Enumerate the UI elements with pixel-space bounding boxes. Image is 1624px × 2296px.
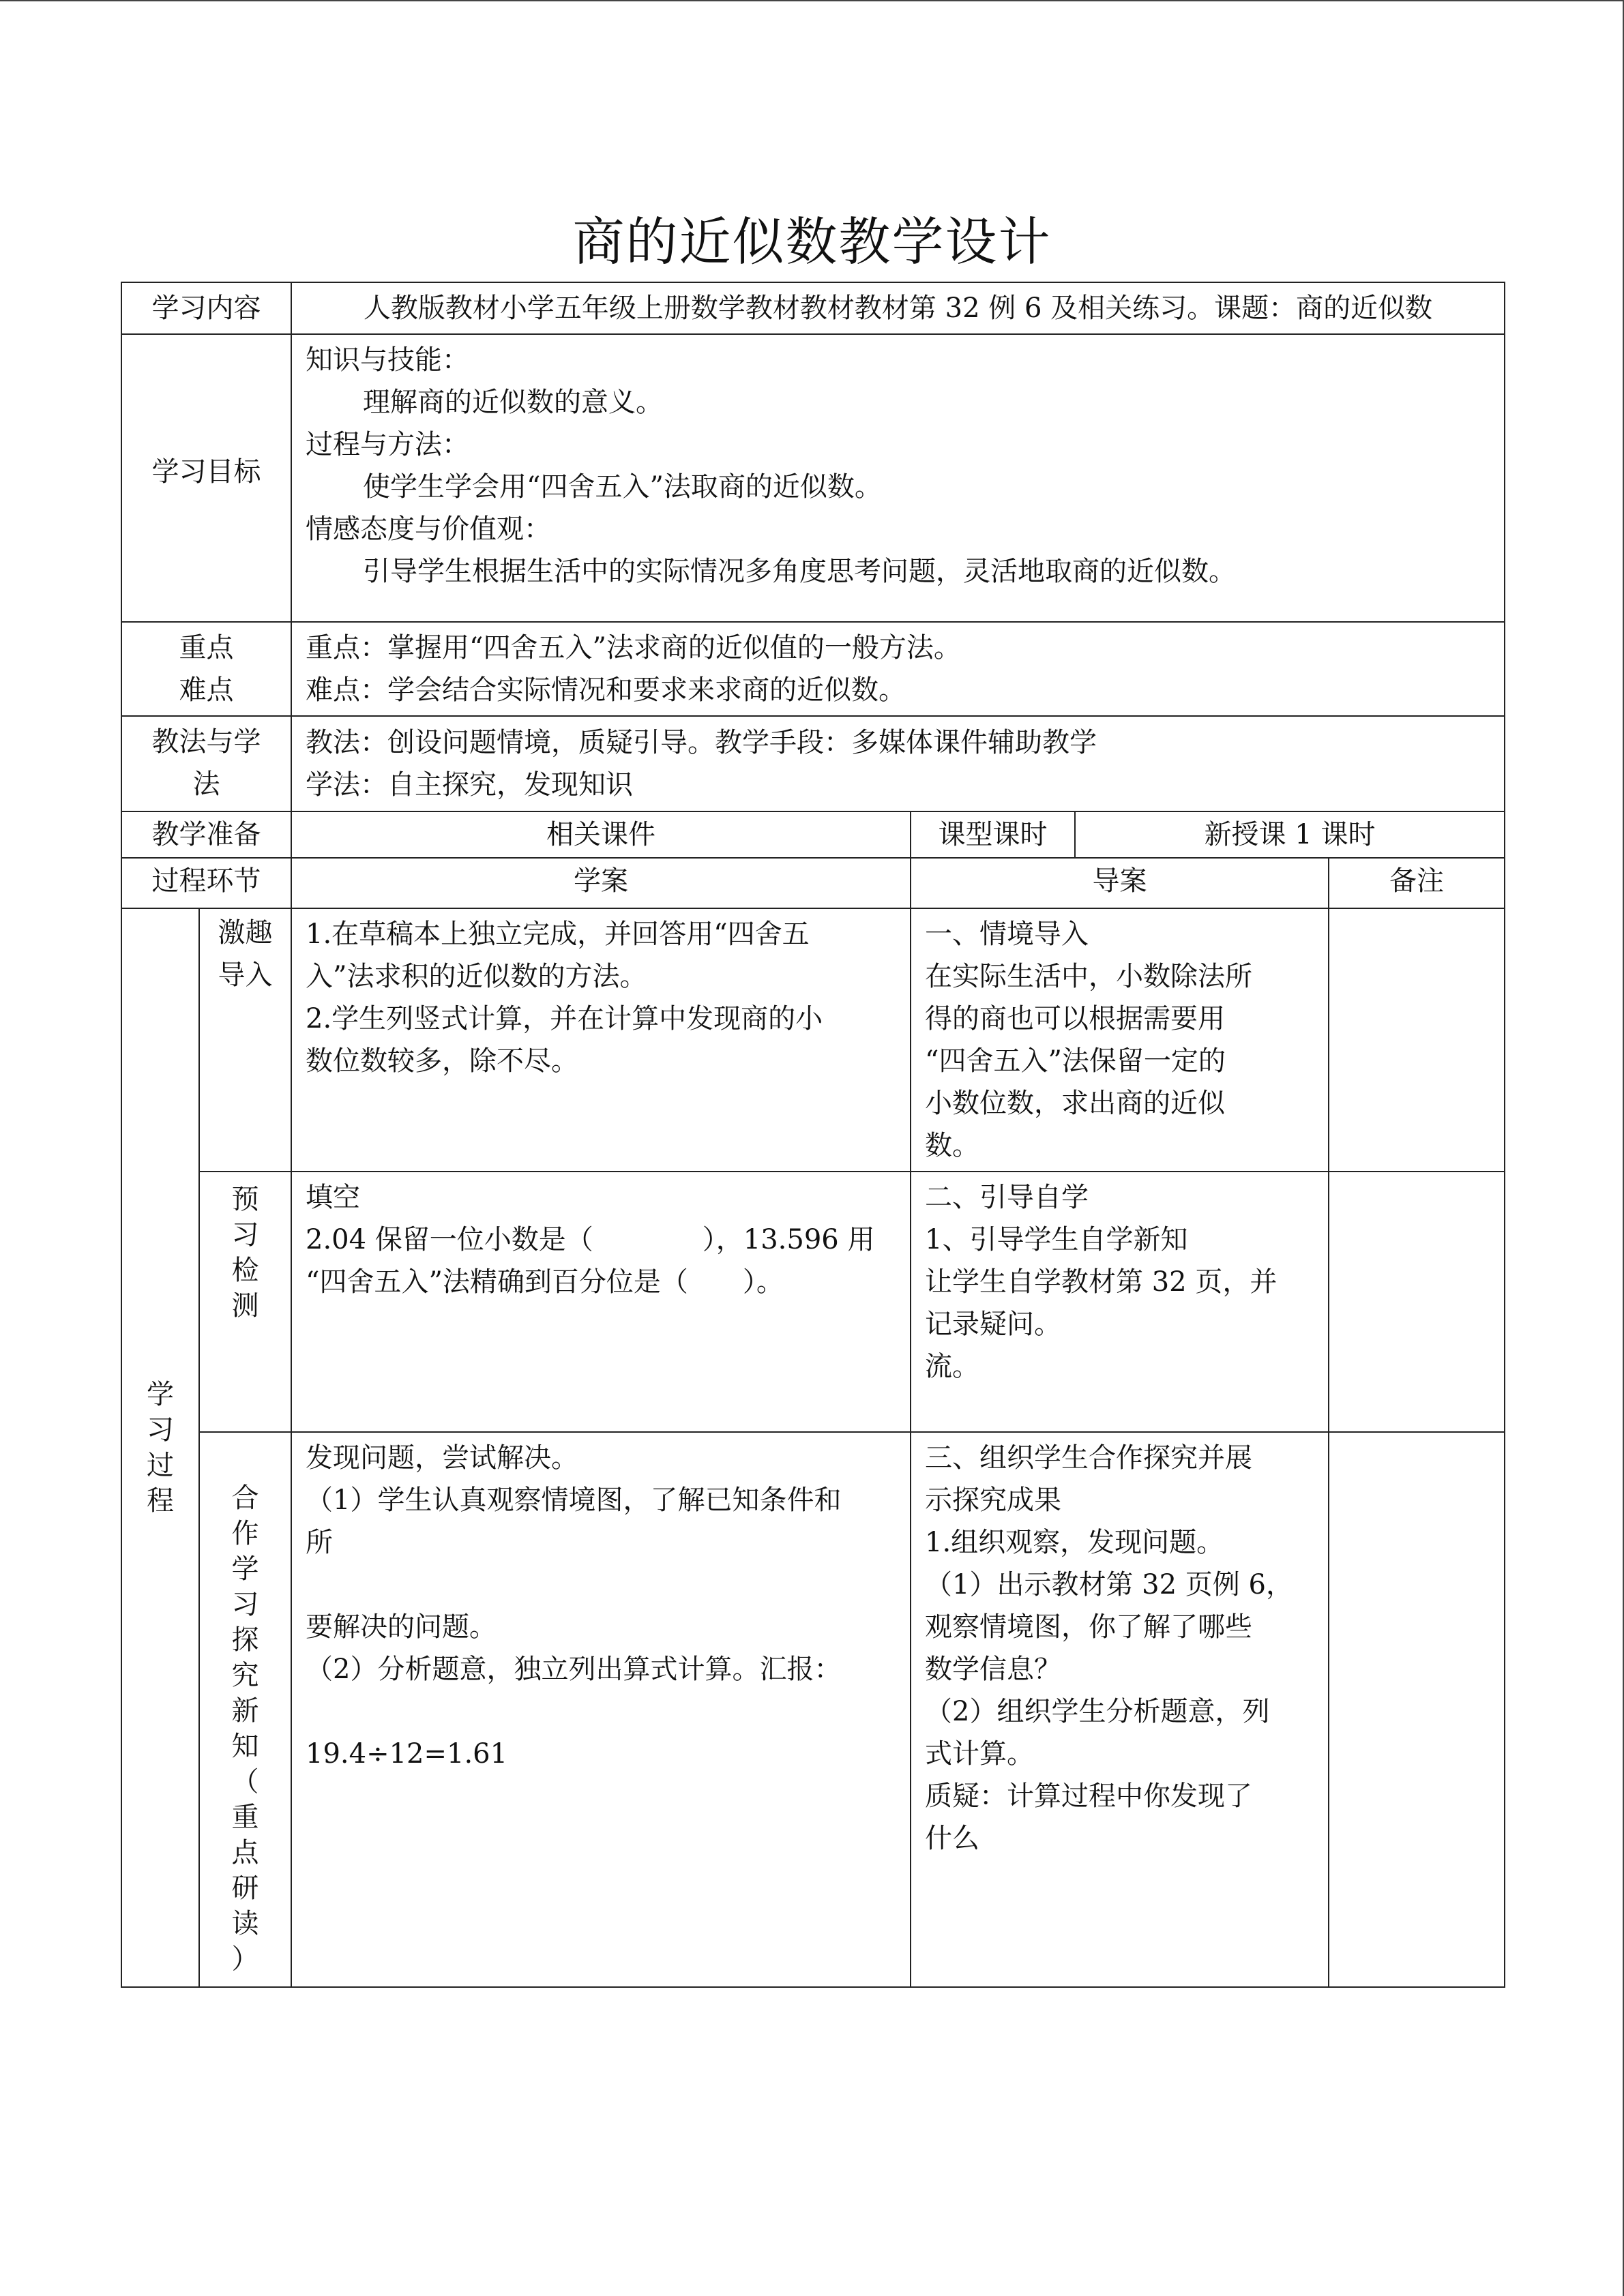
row-stage-explore — [121, 1432, 1505, 1987]
content-label: 学习内容 — [121, 282, 291, 334]
explore-label-char: 合 — [231, 1482, 259, 1514]
explore-label-char: 习 — [231, 1589, 259, 1620]
preview-label-char: 习 — [231, 1219, 259, 1251]
guide-line: 质疑：计算过程中你发现了 — [925, 1780, 1252, 1812]
prep-label: 教学准备 — [121, 811, 291, 858]
study-line: “四舍五入”法精确到百分位是（ ）。 — [306, 1266, 784, 1298]
process-label-char: 程 — [147, 1485, 174, 1517]
stage-intro-study — [291, 908, 911, 1172]
teaching-method-line: 教法：创设问题情境，质疑引导。教学手段：多媒体课件辅助教学 — [306, 727, 1097, 758]
guide-line: 二、引导自学 — [925, 1182, 1089, 1213]
key-label — [121, 622, 291, 716]
stage-preview-guide — [911, 1172, 1329, 1432]
row-key-points — [121, 622, 1505, 716]
stage-intro-label — [199, 908, 291, 1172]
explore-label-char: 知 — [231, 1731, 259, 1762]
guide-line: 在实际生活中，小数除法所 — [925, 961, 1252, 992]
process-label — [121, 908, 199, 1987]
study-plan-header: 学案 — [291, 858, 911, 908]
spacer — [306, 1690, 896, 1733]
stage-intro-label-2: 导入 — [218, 959, 273, 991]
stage-explore-label — [199, 1432, 291, 1987]
goals-label: 学习目标 — [121, 334, 291, 622]
guide-line: 流。 — [925, 1351, 979, 1382]
guide-line: 数学信息？ — [925, 1654, 1061, 1685]
guide-line: 三、组织学生合作探究并展 — [925, 1442, 1252, 1474]
study-line: 1.在草稿本上独立完成，并回答用“四舍五 — [306, 919, 810, 950]
guide-line: 1.组织观察，发现问题。 — [925, 1527, 1224, 1558]
goal-text-emotion: 引导学生根据生活中的实际情况多角度思考问题，灵活地取商的近似数。 — [363, 556, 1236, 587]
explore-label-char: 学 — [231, 1553, 259, 1585]
study-equation: 19.4÷12=1.61 — [306, 1738, 508, 1770]
process-label-char: 学 — [147, 1379, 174, 1410]
stage-explore-notes — [1329, 1432, 1505, 1987]
guide-line: 观察情境图，你了解了哪些 — [925, 1611, 1252, 1643]
key-point-line: 重点：掌握用“四舍五入”法求商的近似值的一般方法。 — [306, 632, 961, 664]
guide-line: 什么 — [925, 1823, 979, 1854]
study-line: 所 — [306, 1527, 333, 1558]
row-goals — [121, 334, 1505, 622]
preview-label-char: 检 — [231, 1255, 259, 1286]
study-line: （2）分析题意，独立列出算式计算。汇报： — [306, 1654, 842, 1685]
explore-label-char: 读 — [231, 1908, 259, 1939]
stage-preview-label — [199, 1172, 291, 1432]
guide-line: 数。 — [925, 1130, 979, 1161]
guide-line: 得的商也可以根据需要用 — [925, 1003, 1225, 1034]
study-line: 填空 — [306, 1182, 360, 1213]
explore-label-char: （ — [231, 1766, 259, 1798]
guide-line: 让学生自学教材第 32 页，并 — [925, 1266, 1278, 1298]
guide-line: 记录疑问。 — [925, 1309, 1061, 1340]
stage-intro-label-1: 激趣 — [218, 917, 273, 949]
stage-explore-guide — [911, 1432, 1329, 1987]
stage-preview-notes — [1329, 1172, 1505, 1432]
explore-label-char: ） — [231, 1943, 259, 1975]
goal-heading-knowledge: 知识与技能： — [306, 344, 469, 376]
guide-line: 一、情境导入 — [925, 919, 1089, 950]
stage-preview-study — [291, 1172, 911, 1432]
explore-label-char: 究 — [231, 1660, 259, 1691]
preview-label-char: 预 — [231, 1184, 259, 1215]
row-prep — [121, 811, 1505, 858]
stage-explore-study — [291, 1432, 911, 1987]
guide-line: 示探究成果 — [925, 1485, 1061, 1516]
lesson-plan-table — [121, 282, 1505, 1988]
explore-label-char: 研 — [231, 1873, 259, 1904]
goal-heading-emotion: 情感态度与价值观： — [306, 513, 551, 545]
method-label — [121, 716, 291, 811]
content-text: 人教版教材小学五年级上册数学教材教材教材第 32 例 6 及相关练习。课题：商的近似数 — [291, 282, 1505, 334]
goal-heading-process: 过程与方法： — [306, 429, 469, 460]
method-label-2: 法 — [192, 769, 220, 800]
key-label-2: 难点 — [179, 674, 234, 706]
goals-text — [291, 334, 1505, 622]
method-text — [291, 716, 1505, 811]
method-label-1: 教法与学 — [151, 726, 261, 758]
preview-label-char: 测 — [231, 1290, 259, 1322]
goal-text-process: 使学生学会用“四舍五入”法取商的近似数。 — [363, 471, 882, 503]
key-label-1: 重点 — [179, 632, 234, 664]
study-line: 发现问题，尝试解决。 — [306, 1442, 578, 1474]
explore-label-char: 新 — [231, 1695, 259, 1727]
explore-label-char: 作 — [231, 1518, 259, 1549]
stage-intro-guide — [911, 908, 1329, 1172]
explore-label-char: 点 — [231, 1837, 259, 1868]
lesson-type-value: 新授课 1 课时 — [1075, 811, 1505, 858]
difficulty-line: 难点：学会结合实际情况和要求来求商的近似数。 — [306, 674, 906, 706]
lesson-type-label: 课型课时 — [911, 811, 1075, 858]
process-header-label: 过程环节 — [121, 858, 291, 908]
prep-value: 相关课件 — [291, 811, 911, 858]
row-method — [121, 716, 1505, 811]
notes-header: 备注 — [1329, 858, 1505, 908]
study-line: 入”法求积的近似数的方法。 — [306, 961, 647, 992]
study-line: 要解决的问题。 — [306, 1611, 497, 1643]
row-content — [121, 282, 1505, 334]
study-line: （1）学生认真观察情境图，了解已知条件和 — [306, 1485, 842, 1516]
guide-line: （2）组织学生分析题意，列 — [925, 1696, 1270, 1727]
learning-method-line: 学法：自主探究，发现知识 — [306, 769, 633, 801]
guide-line: 式计算。 — [925, 1738, 1034, 1770]
explore-label-char: 探 — [231, 1624, 259, 1656]
key-text — [291, 622, 1505, 716]
page-title: 商的近似数教学设计 — [572, 211, 1052, 272]
process-label-char: 习 — [147, 1414, 174, 1446]
guide-line: 1、引导学生自学新知 — [925, 1224, 1188, 1255]
row-process-header — [121, 858, 1505, 908]
explore-label-char: 重 — [231, 1802, 259, 1833]
stage-intro-notes — [1329, 908, 1505, 1172]
study-line: 数位数较多，除不尽。 — [306, 1045, 578, 1077]
process-label-char: 过 — [147, 1450, 174, 1481]
row-stage-intro — [121, 908, 1505, 1172]
row-stage-preview — [121, 1172, 1505, 1432]
guide-line: （1）出示教材第 32 页例 6， — [925, 1569, 1293, 1600]
study-line: 2.04 保留一位小数是（ ），13.596 用 — [306, 1224, 875, 1255]
guide-line: “四舍五入”法保留一定的 — [925, 1045, 1226, 1077]
guide-plan-header: 导案 — [911, 858, 1329, 908]
spacer — [306, 1564, 896, 1606]
guide-line: 小数位数，求出商的近似 — [925, 1088, 1225, 1119]
goal-text-knowledge: 理解商的近似数的意义。 — [363, 387, 663, 418]
study-line: 2.学生列竖式计算，并在计算中发现商的小 — [306, 1003, 823, 1034]
